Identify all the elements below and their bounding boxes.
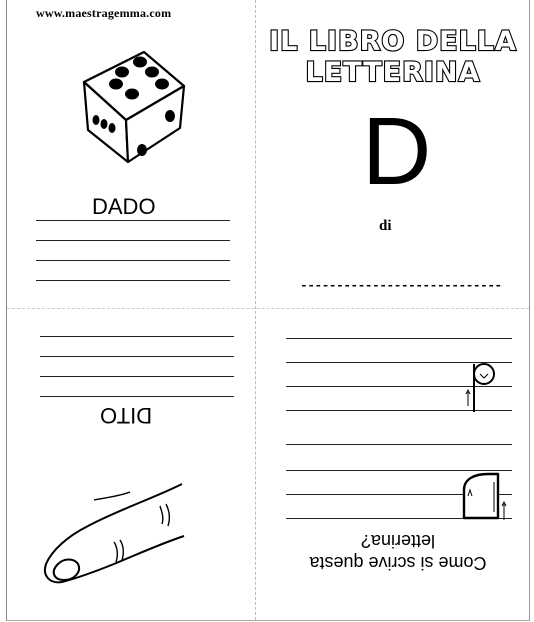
writing-line [36,220,230,221]
writing-line [40,356,234,357]
finger-icon [34,480,194,590]
lowercase-letter-guide [458,356,502,416]
instruction-line1: Come si scrive questa [309,553,487,573]
writing-line [40,336,234,337]
horizontal-fold-line [7,308,529,309]
book-title [262,22,524,88]
uppercase-letter-guide [454,470,514,526]
site-url: www.maestragemma.com [36,6,172,20]
writing-line [286,444,512,445]
vertical-fold-line [255,0,256,620]
writing-line [36,280,230,281]
top-word: DADO [92,194,156,219]
bottom-word: DITO [100,403,153,428]
instruction-line2: letterina? [360,531,436,551]
writing-line [40,396,234,397]
author-label: di [379,218,392,234]
instruction-text [268,530,528,574]
book-title-line1: IL LIBRO DELLA [269,26,517,57]
author-name-blank[interactable]: ---------------------------- [300,278,502,293]
featured-letter: D [362,98,432,205]
writing-line [36,260,230,261]
writing-line [40,376,234,377]
book-title-line2: LETTERINA [305,57,481,88]
dice-icon [74,46,196,168]
writing-line [36,240,230,241]
writing-line [286,338,512,339]
